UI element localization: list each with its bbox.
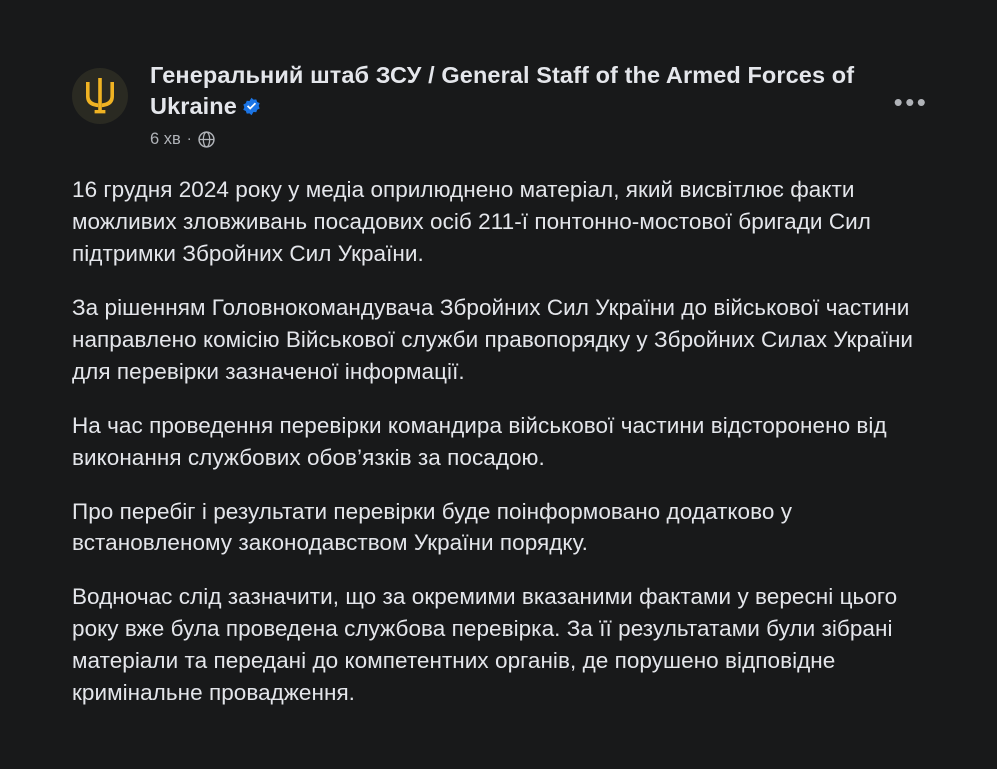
post-paragraph: 16 грудня 2024 року у медіа оприлюднено матеріал, який висвітлює факти можливих зловживань посадових осіб 211-ї понтонно-мостової бригади Сил підтримки Збройних Сил України.: [72, 177, 871, 266]
trident-emblem-icon: [80, 74, 120, 118]
post-meta: [150, 130, 875, 150]
post-paragraph: За рішенням Головнокомандувача Збройних Сил України до військової частини направлено комісію Військової служби правопорядку у Збройних Силах України для перевірки зазначеної інформації.: [72, 294, 914, 384]
post-timestamp[interactable]: 6 хв: [150, 129, 181, 148]
post-header: [72, 60, 929, 156]
post-paragraph: Водночас слід зазначити, що за окремими вказаними фактами у вересні цього року вже була проведена службова перевірка. За її результатами були зібрані матеріали та передані до компетентних органів, де порушено відповідне кримінальне провадження.: [72, 584, 898, 706]
meta-separator: ·: [186, 130, 192, 148]
post-paragraph: На час проведення перевірки командира військової частини відсторонено від виконання службових обов’язків за посадою.: [72, 412, 887, 470]
avatar[interactable]: [72, 68, 128, 124]
post-header-text: [150, 60, 925, 149]
page-name[interactable]: Генеральний штаб ЗСУ / General Staff of the Armed Forces of Ukraine: [150, 62, 855, 120]
verified-badge-icon: [242, 97, 261, 116]
post-body: [72, 174, 925, 709]
more-options-button[interactable]: •••: [893, 87, 929, 117]
globe-icon[interactable]: [198, 131, 215, 148]
post-paragraph: Про перебіг і результати перевірки буде поінформовано додатково у встановленому законодавством України порядку.: [72, 498, 793, 556]
